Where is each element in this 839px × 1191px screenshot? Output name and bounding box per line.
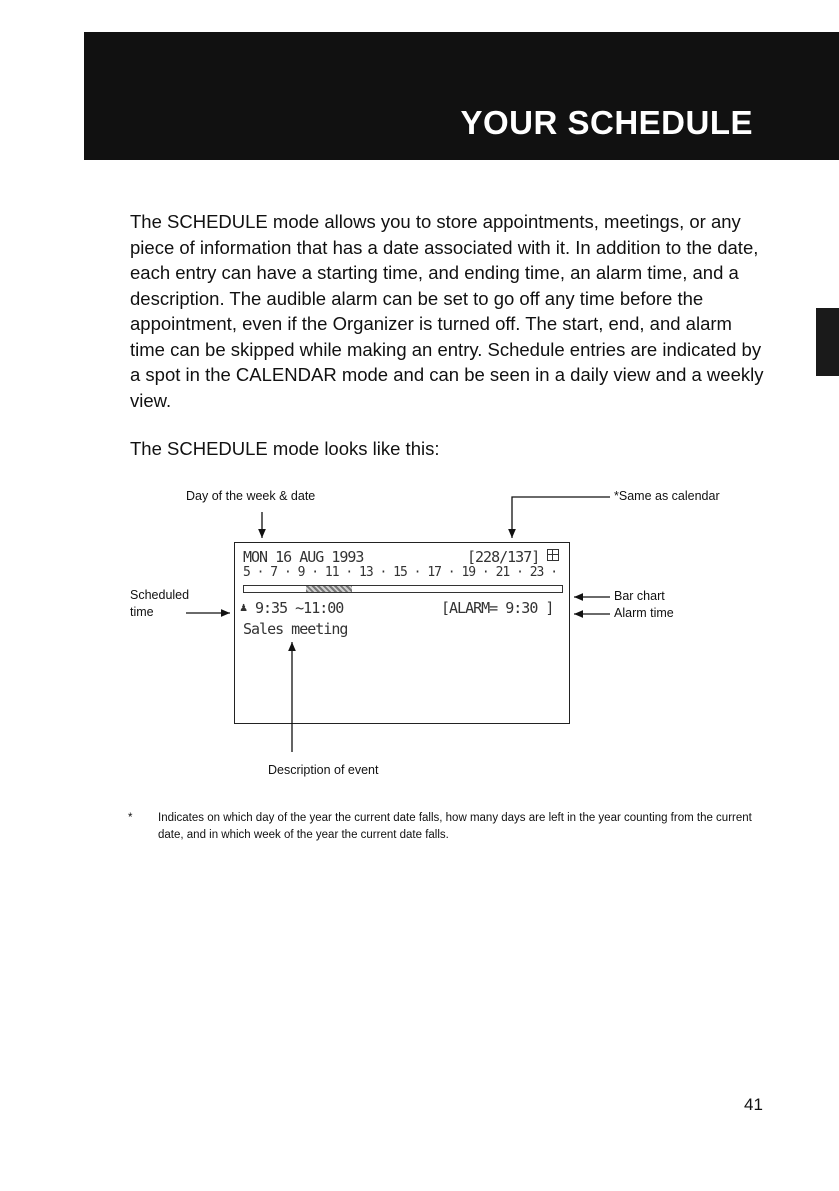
lcd-event: Sales meeting xyxy=(243,620,348,638)
label-description: Description of event xyxy=(268,763,379,777)
label-same-as-calendar: *Same as calendar xyxy=(614,489,720,503)
lcd-alarm: [ALARM= 9:30 ] xyxy=(441,599,554,617)
page-title: YOUR SCHEDULE xyxy=(460,104,753,141)
page-number: 41 xyxy=(744,1095,763,1114)
label-bar-chart: Bar chart xyxy=(614,589,665,603)
label-alarm-time: Alarm time xyxy=(614,606,674,620)
footnote-text: Indicates on which day of the year the current date falls, how many days are left in the year counting from the current date, and in which week of the year the current date falls. xyxy=(158,812,752,841)
label-time: time xyxy=(130,605,154,619)
lcd-hour-scale: 5 · 7 · 9 · 11 · 13 · 15 · 17 · 19 · 21 · 23 · xyxy=(243,565,558,580)
looks-like-caption: The SCHEDULE mode looks like this: xyxy=(130,438,440,459)
label-scheduled: Scheduled xyxy=(130,588,190,602)
lcd-day-counter: [228/137] xyxy=(467,548,540,566)
lcd-time-line: 9:35 ~11:00 xyxy=(255,599,344,617)
bell-icon: ♟ xyxy=(240,600,247,614)
label-day-of-week: Day of the week & date xyxy=(186,489,316,503)
footnote-marker: * xyxy=(128,812,133,824)
lcd-date-line: MON 16 AUG 1993 xyxy=(243,548,364,566)
intro-paragraph: The SCHEDULE mode allows you to store appointments, meetings, or any piece of information that has a date associated with it. In addition to the date, each entry can have a starting time, and ending time, an alarm time, and a description. The audible alarm can be set to go off any time before the appointment, even if the Organizer is turned off. The start, end, and alarm time can be skipped while making an entry. Schedule entries are indicated by a spot in the CALENDAR mode and can be seen in a daily view and a weekly view. xyxy=(130,211,764,411)
